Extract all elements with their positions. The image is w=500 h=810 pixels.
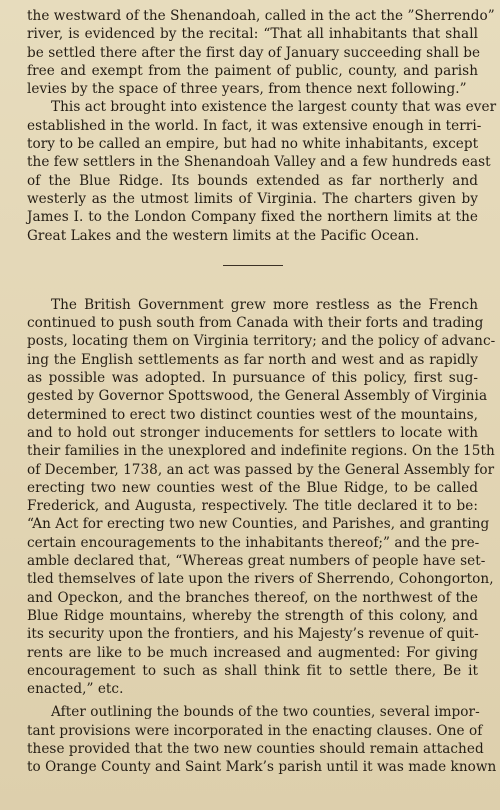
- text-line: be settled there after the first day of January succeeding shall be: [27, 44, 481, 61]
- text-line: determined to erect two distinct counties west of the mountains,: [27, 406, 478, 423]
- text-line: The British Government grew more restless as the French: [51, 296, 478, 313]
- text-line: tled themselves of late upon the rivers of Sherrendo, Cohongorton,: [27, 571, 494, 588]
- text-line: certain encouragements to the inhabitants thereof;” and the pre-: [27, 534, 480, 551]
- text-line: river, is evidenced by the recital: “That all inhabitants that shall: [27, 26, 478, 43]
- text-line: free and exempt from the paiment of public, county, and parish: [27, 62, 478, 79]
- text-line: “An Act for erecting two new Counties, and Parishes, and granting: [27, 516, 490, 533]
- text-line: Great Lakes and the western limits at the Pacific Ocean.: [27, 227, 420, 244]
- text-line: gested by Governor Spottswood, the General Assembly of Virginia: [27, 388, 488, 405]
- text-line: amble declared that, “Whereas great numbers of people have set-: [27, 553, 486, 570]
- text-line: Frederick, and Augusta, respectively. The title declared it to be:: [27, 498, 478, 515]
- text-line: and Opeckon, and the branches thereof, on the northwest of the: [27, 589, 478, 606]
- text-line: tant provisions were incorporated in the enacting clauses. One of: [27, 722, 483, 739]
- text-line: as possible was adopted. In pursuance of this policy, first sug-: [27, 370, 478, 387]
- text-line: Blue Ridge mountains, whereby the strength of this colony, and: [27, 607, 478, 624]
- text-line: its security upon the frontiers, and his Majesty’s revenue of quit-: [27, 626, 479, 643]
- text-line: their families in the unexplored and indefinite regions. On the 15th: [27, 443, 495, 460]
- paragraph-british-government: [27, 296, 496, 699]
- text-line: encouragement to such as shall think fit to settle there, Be it: [27, 662, 478, 679]
- text-line: ing the English settlements as far north and west and as rapidly: [27, 351, 478, 368]
- text-line: the few settlers in the Shenandoah Valley and a few hundreds east: [27, 154, 491, 171]
- text-line: of the Blue Ridge. Its bounds extended as far northerly and: [27, 172, 478, 189]
- text-line: This act brought into existence the largest county that was ever: [51, 99, 497, 116]
- text-line: After outlining the bounds of the two counties, several impor-: [51, 704, 480, 721]
- text-line: continued to push south from Canada with their forts and trading: [27, 315, 484, 332]
- text-line: established in the world. In fact, it was extensive enough in terri-: [27, 117, 482, 134]
- text-line: of December, 1738, an act was passed by the General Assembly for: [27, 461, 495, 478]
- text-line: levies by the space of three years, from thence next following.”: [27, 81, 467, 98]
- text-line: tory to be called an empire, but had no white inhabitants, except: [27, 136, 479, 153]
- paragraph-largest-county: [27, 98, 497, 244]
- text-line: James I. to the London Company fixed the northern limits at the: [27, 209, 478, 226]
- text-line: posts, locating them on Virginia territory; and the policy of advanc-: [27, 333, 496, 350]
- text-line: to Orange County and Saint Mark’s parish until it was made known: [27, 759, 497, 776]
- text-line: enacted,” etc.: [27, 681, 124, 698]
- text-line: rents are like to be much increased and augmented: For giving: [27, 644, 478, 661]
- section-divider: [223, 265, 283, 266]
- text-line: these provided that the two new counties should remain attached: [27, 740, 484, 757]
- paragraph-continuation: [27, 7, 495, 98]
- paragraph-bounds-provisions: [27, 703, 497, 776]
- text-line: erecting two new counties west of the Blue Ridge, to be called: [27, 479, 478, 496]
- text-line: the westward of the Shenandoah, called in the act the ”Sherrendo”: [27, 8, 495, 24]
- text-line: and to hold out stronger inducements for settlers to locate with: [27, 424, 478, 441]
- text-line: westerly as the utmost limits of Virginia. The charters given by: [27, 190, 478, 207]
